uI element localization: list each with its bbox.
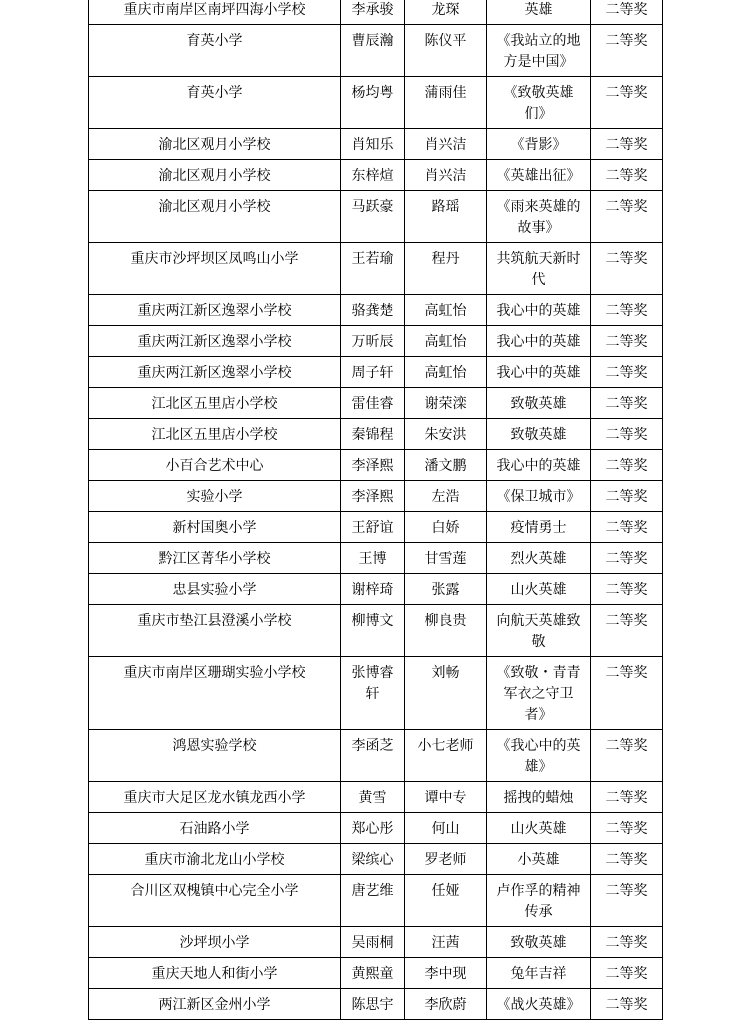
work-title-cell xyxy=(487,326,591,357)
school-cell: 沙坪坝小学 xyxy=(89,927,341,958)
teacher-cell: 左浩 xyxy=(405,481,487,512)
work-title-cell-line: 卢作孚的精神 xyxy=(496,883,581,899)
award-cell: 二等奖 xyxy=(591,25,663,77)
table-row xyxy=(89,543,663,574)
work-title-cell xyxy=(487,875,591,927)
student-cell: 陈思宇 xyxy=(341,989,405,1020)
school-cell: 重庆两江新区逸翠小学校 xyxy=(89,326,341,357)
table-row xyxy=(89,730,663,782)
student-cell: 肖知乐 xyxy=(341,129,405,160)
award-cell: 二等奖 xyxy=(591,782,663,813)
table-row xyxy=(89,388,663,419)
work-title-cell xyxy=(487,450,591,481)
award-cell: 二等奖 xyxy=(591,419,663,450)
student-cell: 万昕辰 xyxy=(341,326,405,357)
table-row xyxy=(89,77,663,129)
work-title-cell-line: 山火英雄 xyxy=(510,821,567,837)
school-cell: 渝北区观月小学校 xyxy=(89,129,341,160)
award-cell: 二等奖 xyxy=(591,326,663,357)
student-cell: 王舒谊 xyxy=(341,512,405,543)
school-cell: 育英小学 xyxy=(89,25,341,77)
work-title-cell-line: 《我站立的地 xyxy=(496,33,581,49)
work-title-cell xyxy=(487,605,591,657)
student-cell: 马跃豪 xyxy=(341,191,405,243)
student-cell: 李承骏 xyxy=(341,0,405,25)
award-cell: 二等奖 xyxy=(591,927,663,958)
award-cell: 二等奖 xyxy=(591,243,663,295)
teacher-cell: 罗老师 xyxy=(405,844,487,875)
student-cell: 王若瑜 xyxy=(341,243,405,295)
award-cell: 二等奖 xyxy=(591,388,663,419)
teacher-cell: 高虹怡 xyxy=(405,295,487,326)
work-title-cell xyxy=(487,0,591,25)
student-cell: 杨均粤 xyxy=(341,77,405,129)
work-title-cell-line: 疫情勇士 xyxy=(510,520,567,536)
work-title-cell-line: 山火英雄 xyxy=(510,582,567,598)
teacher-cell: 柳良贵 xyxy=(405,605,487,657)
table-row xyxy=(89,326,663,357)
award-cell: 二等奖 xyxy=(591,844,663,875)
table-row xyxy=(89,657,663,730)
work-title-cell-line: 我心中的英雄 xyxy=(496,334,581,350)
award-cell: 二等奖 xyxy=(591,160,663,191)
work-title-cell-line: 兔年吉祥 xyxy=(510,966,567,982)
award-cell: 二等奖 xyxy=(591,77,663,129)
student-cell: 周子轩 xyxy=(341,357,405,388)
table-row xyxy=(89,605,663,657)
table-row xyxy=(89,357,663,388)
award-cell: 二等奖 xyxy=(591,958,663,989)
table-row xyxy=(89,481,663,512)
work-title-cell xyxy=(487,730,591,782)
award-cell: 二等奖 xyxy=(591,989,663,1020)
work-title-cell xyxy=(487,989,591,1020)
table-row xyxy=(89,295,663,326)
school-cell: 忠县实验小学 xyxy=(89,574,341,605)
student-cell-line: 轩 xyxy=(365,686,380,702)
student-cell: 东梓煊 xyxy=(341,160,405,191)
work-title-cell-line: 共筑航天新时 xyxy=(496,251,581,267)
work-title-cell-line: 传承 xyxy=(524,904,553,920)
work-title-cell xyxy=(487,657,591,730)
work-title-cell xyxy=(487,357,591,388)
work-title-cell xyxy=(487,419,591,450)
award-cell: 二等奖 xyxy=(591,730,663,782)
table-row xyxy=(89,25,663,77)
work-title-cell-line: 致敬英雄 xyxy=(510,427,567,443)
table-row xyxy=(89,129,663,160)
work-title-cell xyxy=(487,574,591,605)
work-title-cell-line: 我心中的英雄 xyxy=(496,365,581,381)
table-row xyxy=(89,512,663,543)
teacher-cell: 张露 xyxy=(405,574,487,605)
school-cell: 重庆两江新区逸翠小学校 xyxy=(89,357,341,388)
work-title-cell xyxy=(487,927,591,958)
award-cell: 二等奖 xyxy=(591,450,663,481)
table-row xyxy=(89,958,663,989)
work-title-cell-line: 《保卫城市》 xyxy=(496,489,581,505)
school-cell: 黔江区菁华小学校 xyxy=(89,543,341,574)
school-cell: 育英小学 xyxy=(89,77,341,129)
award-table xyxy=(88,0,663,1020)
table-row xyxy=(89,0,663,25)
teacher-cell: 李欣蔚 xyxy=(405,989,487,1020)
school-cell: 重庆市垫江县澄溪小学校 xyxy=(89,605,341,657)
table-row xyxy=(89,574,663,605)
award-table-body xyxy=(89,0,663,1020)
teacher-cell: 龙琛 xyxy=(405,0,487,25)
work-title-cell xyxy=(487,160,591,191)
work-title-cell xyxy=(487,388,591,419)
work-title-cell xyxy=(487,191,591,243)
work-title-cell xyxy=(487,782,591,813)
student-cell: 吴雨桐 xyxy=(341,927,405,958)
student-cell: 黄雪 xyxy=(341,782,405,813)
teacher-cell: 程丹 xyxy=(405,243,487,295)
award-cell: 二等奖 xyxy=(591,357,663,388)
work-title-cell-line: 我心中的英雄 xyxy=(496,458,581,474)
work-title-cell-line: 《战火英雄》 xyxy=(496,997,581,1013)
teacher-cell: 小七老师 xyxy=(405,730,487,782)
work-title-cell xyxy=(487,77,591,129)
teacher-cell: 刘畅 xyxy=(405,657,487,730)
school-cell: 重庆市大足区龙水镇龙西小学 xyxy=(89,782,341,813)
table-row xyxy=(89,243,663,295)
student-cell: 骆龚楚 xyxy=(341,295,405,326)
award-cell: 二等奖 xyxy=(591,574,663,605)
table-row xyxy=(89,450,663,481)
school-cell: 重庆两江新区逸翠小学校 xyxy=(89,295,341,326)
school-cell: 重庆市沙坪坝区凤鸣山小学 xyxy=(89,243,341,295)
work-title-cell-line: 小英雄 xyxy=(517,852,560,868)
work-title-cell-line: 雄》 xyxy=(524,759,553,775)
school-cell: 新村国奥小学 xyxy=(89,512,341,543)
teacher-cell: 李中现 xyxy=(405,958,487,989)
award-cell: 二等奖 xyxy=(591,813,663,844)
work-title-cell xyxy=(487,243,591,295)
work-title-cell-line: 致敬英雄 xyxy=(510,935,567,951)
teacher-cell: 谢荣滦 xyxy=(405,388,487,419)
work-title-cell xyxy=(487,129,591,160)
student-cell: 李泽熙 xyxy=(341,450,405,481)
student-cell: 秦锦程 xyxy=(341,419,405,450)
school-cell: 重庆市南岸区珊瑚实验小学校 xyxy=(89,657,341,730)
teacher-cell: 朱安洪 xyxy=(405,419,487,450)
work-title-cell-line: 《英雄出征》 xyxy=(496,168,581,184)
school-cell: 小百合艺术中心 xyxy=(89,450,341,481)
student-cell: 郑心彤 xyxy=(341,813,405,844)
work-title-cell-line: 烈火英雄 xyxy=(510,551,567,567)
table-row xyxy=(89,927,663,958)
teacher-cell: 汪茜 xyxy=(405,927,487,958)
teacher-cell: 何山 xyxy=(405,813,487,844)
work-title-cell-line: 《背影》 xyxy=(510,137,567,153)
teacher-cell: 任娅 xyxy=(405,875,487,927)
award-cell: 二等奖 xyxy=(591,657,663,730)
teacher-cell: 蒲雨佳 xyxy=(405,77,487,129)
work-title-cell-line: 摇拽的蜡烛 xyxy=(503,790,574,806)
table-row xyxy=(89,989,663,1020)
student-cell: 王博 xyxy=(341,543,405,574)
school-cell: 重庆市南岸区南坪四海小学校 xyxy=(89,0,341,25)
work-title-cell-line: 向航天英雄致 xyxy=(496,613,581,629)
table-row xyxy=(89,160,663,191)
student-cell-line: 张博睿 xyxy=(351,665,394,681)
table-row xyxy=(89,813,663,844)
teacher-cell: 谭中专 xyxy=(405,782,487,813)
school-cell: 江北区五里店小学校 xyxy=(89,388,341,419)
teacher-cell: 高虹怡 xyxy=(405,326,487,357)
teacher-cell: 白娇 xyxy=(405,512,487,543)
teacher-cell: 肖兴洁 xyxy=(405,129,487,160)
teacher-cell: 肖兴洁 xyxy=(405,160,487,191)
award-cell: 二等奖 xyxy=(591,605,663,657)
work-title-cell-line: 致敬英雄 xyxy=(510,396,567,412)
school-cell: 两江新区金州小学 xyxy=(89,989,341,1020)
student-cell: 唐艺维 xyxy=(341,875,405,927)
school-cell: 鸿恩实验学校 xyxy=(89,730,341,782)
teacher-cell: 陈仪平 xyxy=(405,25,487,77)
school-cell: 重庆天地人和街小学 xyxy=(89,958,341,989)
work-title-cell-line: 方是中国》 xyxy=(503,54,574,70)
work-title-cell xyxy=(487,295,591,326)
work-title-cell-line: 《雨来英雄的 xyxy=(496,199,581,215)
table-row xyxy=(89,844,663,875)
work-title-cell-line: 《致敬英雄 xyxy=(503,85,574,101)
teacher-cell: 潘文鹏 xyxy=(405,450,487,481)
table-row xyxy=(89,782,663,813)
student-cell: 柳博文 xyxy=(341,605,405,657)
work-title-cell-line: 我心中的英雄 xyxy=(496,303,581,319)
school-cell: 石油路小学 xyxy=(89,813,341,844)
student-cell: 谢梓琦 xyxy=(341,574,405,605)
award-cell: 二等奖 xyxy=(591,129,663,160)
table-row xyxy=(89,875,663,927)
award-cell: 二等奖 xyxy=(591,0,663,25)
school-cell: 重庆市渝北龙山小学校 xyxy=(89,844,341,875)
work-title-cell xyxy=(487,25,591,77)
work-title-cell xyxy=(487,481,591,512)
work-title-cell-line: 们》 xyxy=(524,106,553,122)
award-cell: 二等奖 xyxy=(591,512,663,543)
teacher-cell: 路瑶 xyxy=(405,191,487,243)
table-row xyxy=(89,419,663,450)
table-row xyxy=(89,191,663,243)
student-cell: 李泽熙 xyxy=(341,481,405,512)
student-cell xyxy=(341,657,405,730)
award-cell: 二等奖 xyxy=(591,295,663,326)
work-title-cell-line: 英雄 xyxy=(524,2,553,18)
work-title-cell-line: 《我心中的英 xyxy=(496,738,581,754)
school-cell: 渝北区观月小学校 xyxy=(89,160,341,191)
school-cell: 江北区五里店小学校 xyxy=(89,419,341,450)
teacher-cell: 甘雪莲 xyxy=(405,543,487,574)
student-cell: 曹辰瀚 xyxy=(341,25,405,77)
work-title-cell xyxy=(487,543,591,574)
work-title-cell-line: 代 xyxy=(531,272,546,288)
student-cell: 李函芝 xyxy=(341,730,405,782)
student-cell: 梁缤心 xyxy=(341,844,405,875)
work-title-cell xyxy=(487,813,591,844)
teacher-cell: 高虹怡 xyxy=(405,357,487,388)
work-title-cell-line: 《致敬・青青 xyxy=(496,665,581,681)
award-cell: 二等奖 xyxy=(591,875,663,927)
student-cell: 雷佳睿 xyxy=(341,388,405,419)
work-title-cell-line: 故事》 xyxy=(517,220,560,236)
award-cell: 二等奖 xyxy=(591,481,663,512)
work-title-cell-line: 者》 xyxy=(524,707,553,723)
award-cell: 二等奖 xyxy=(591,191,663,243)
school-cell: 实验小学 xyxy=(89,481,341,512)
work-title-cell xyxy=(487,512,591,543)
work-title-cell-line: 敬 xyxy=(531,634,546,650)
work-title-cell xyxy=(487,958,591,989)
work-title-cell xyxy=(487,844,591,875)
school-cell: 渝北区观月小学校 xyxy=(89,191,341,243)
work-title-cell-line: 军衣之守卫 xyxy=(503,686,574,702)
award-cell: 二等奖 xyxy=(591,543,663,574)
school-cell: 合川区双槐镇中心完全小学 xyxy=(89,875,341,927)
student-cell: 黄熙童 xyxy=(341,958,405,989)
